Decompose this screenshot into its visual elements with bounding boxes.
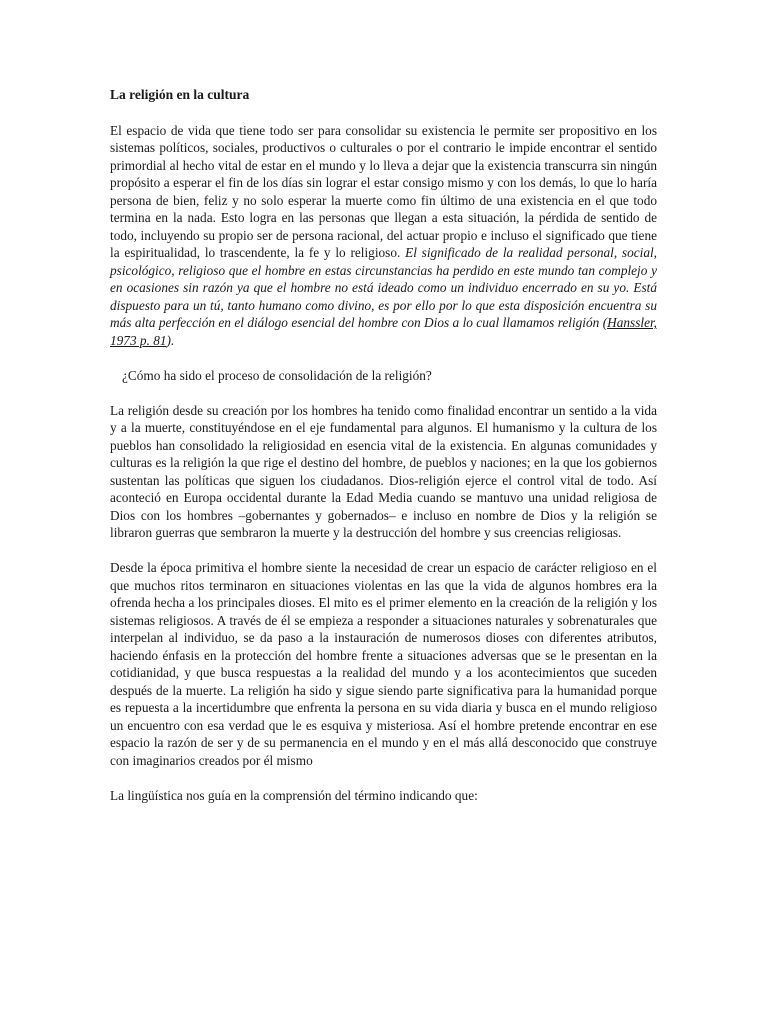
paragraph-1-closing: ). bbox=[166, 332, 175, 348]
paragraph-1 bbox=[110, 122, 657, 350]
paragraph-3: Desde la época primitiva el hombre siente la necesidad de crear un espacio de carácter religioso en el que muchos ritos terminaron en situaciones violentas en las que la vida de algunos hombres era la ofrenda hecha a los principales dioses. El mito es el primer elemento en la creación de la religión y los sistemas religiosos. A través de él se empieza a responder a situaciones naturales y sobrenaturales que interpelan al individuo, se da paso a la instauración de numerosos dioses con diferentes atributos, haciendo énfasis en la protección del hombre frente a situaciones adversas que se le presentan en la cotidianidad, y que busca respuestas a la realidad del mundo y a los acontecimientos que suceden después de la muerte. La religión ha sido y sigue siendo parte significativa para la humanidad porque es repuesta a la incertidumbre que enfrenta la persona en su vida diaria y busca en el mundo religioso un encuentro con esa verdad que le es esquiva y misteriosa. Así el hombre pretende encontrar en ese espacio la razón de ser y de su permanencia en el mundo y en el más allá desconocido que construye con imaginarios creados por él mismo bbox=[110, 560, 657, 768]
section-question: ¿Cómo ha sido el proceso de consolidación de la religión? bbox=[122, 367, 432, 383]
paragraph-4: La lingüística nos guía en la comprensión del término indicando que: bbox=[110, 787, 478, 803]
paragraph-1-italic-text: El significado de la realidad personal, social, psicológico, religioso que el hombre en estas circunstancias ha perdido en este mundo tan complejo y en ocasiones sin razón ya que el hombre no está ideado como un individuo encerrado en su yo. Está dispuesto para un tú, tanto humano como divino, es por ello por lo que esta disposición encuentra su más alta perfección en el diálogo esencial del hombre con Dios a lo cual llamamos religión ( bbox=[110, 245, 658, 330]
paragraph-2: La religión desde su creación por los hombres ha tenido como finalidad encontrar un sentido a la vida y a la muerte, constituyéndose en el eje fundamental para algunos. El humanismo y la cultura de los pueblos han consolidado la religiosidad en esencia vital de la existencia. En algunas comunidades y culturas es la religión la que rige el destino del hombre, de pueblos y naciones; en la que los gobiernos sustentan las políticas que siguen los ciudadanos. Dios-religión ejerce el control vital de todo. Así aconteció en Europa occidental durante la Edad Media cuando se mantuvo una unidad religiosa de Dios con los hombres –gobernantes y gobernados– e incluso en nombre de Dios y la religión se libraron guerras que sembraron la muerte y la destrucción del hombre y sus creencias religiosas. bbox=[110, 402, 657, 540]
paragraph-1-text: El espacio de vida que tiene todo ser para consolidar su existencia le permite ser propositivo en los sistemas políticos, sociales, productivos o culturales o por el contrario le impide encontrar el sentido primordial al hecho vital de estar en el mundo y lo lleva a dejar que la existencia transcurra sin ningún propósito a esperar el fin de los días sin lograr el estar consigo mismo y con los demás, lo que lo haría persona de bien, feliz y no solo esperar la muerte como fin último de una existencia en el que todo termina en la nada. Esto logra en las personas que llegan a esta situación, la pérdida de sentido de todo, incluyendo su propio ser de persona racional, del actuar propio e incluso el significado que tiene la espiritualidad, lo trascendente, la fe y lo religioso. bbox=[110, 122, 657, 260]
citation-link[interactable]: Hanssler, 1973 p. 81 bbox=[110, 315, 657, 348]
document-title: La religión en la cultura bbox=[110, 87, 250, 102]
document-body bbox=[110, 86, 657, 822]
